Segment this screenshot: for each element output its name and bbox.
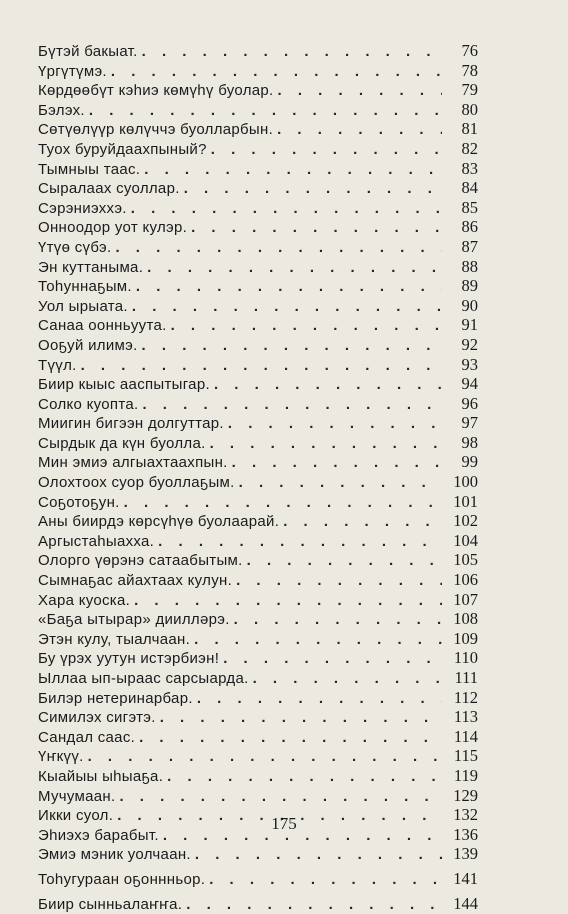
toc-entry [38, 511, 478, 531]
dot-leader [167, 767, 442, 787]
toc-entry [38, 668, 478, 688]
entry-page-number: 98 [461, 432, 478, 452]
entry-title: Этэн кулу, тыалчаан. [38, 630, 191, 648]
dot-leader [194, 630, 442, 650]
entry-title: Миигин бигээн долгуттар. [38, 415, 224, 433]
entry-page-number: 101 [453, 491, 478, 511]
toc-entry [38, 894, 478, 914]
entry-page-number: 92 [461, 334, 478, 354]
toc-entry [38, 869, 478, 889]
entry-title: Биир сынньалаҥҥа. [38, 895, 183, 913]
entry-page-number: 139 [453, 844, 478, 864]
toc-entry [38, 315, 478, 335]
entry-title: Мучумаан. [38, 787, 116, 805]
entry-title: Солко куопта. [38, 395, 139, 413]
entry-page-number: 105 [453, 550, 478, 570]
entry-page-number: 93 [461, 354, 478, 374]
entry-title: Тоһугураан оҕоннньор. [38, 870, 206, 888]
entry-page-number: 104 [453, 530, 478, 550]
entry-page-number: 111 [454, 668, 478, 687]
entry-page-number: 96 [461, 393, 478, 413]
entry-title: Симилэх сигэтэ. [38, 709, 156, 727]
table-of-contents [38, 41, 478, 913]
dot-leader [88, 747, 442, 767]
entry-page-number: 136 [453, 824, 478, 844]
entry-title: Олохтоох суор буоллаҕым. [38, 474, 235, 492]
entry-title: Олорго үөрэнэ сатаабытым. [38, 552, 243, 570]
entry-title: Аны биирдэ көрсүһүө буолаарай. [38, 513, 280, 531]
entry-title: Көрдөөбүт кэһиэ көмүһү буолар. [38, 82, 274, 100]
toc-entry [38, 41, 478, 61]
dot-leader [195, 845, 442, 865]
entry-page-number: 94 [461, 374, 478, 394]
entry-page-number: 85 [461, 197, 478, 217]
dot-leader [223, 649, 442, 669]
entry-page-number: 80 [461, 99, 478, 119]
entry-title: Сырдык да күн буолла. [38, 434, 206, 452]
dot-leader [144, 160, 442, 180]
entry-page-number: 99 [461, 452, 478, 472]
toc-entry [38, 355, 478, 375]
entry-page-number: 81 [461, 119, 478, 139]
dot-leader [214, 375, 442, 395]
dot-leader [283, 512, 442, 532]
entry-title: Соҕотоҕун. [38, 493, 120, 511]
entry-title: Бу үрэх уутун истэрбиэн! [38, 650, 220, 668]
toc-entry [38, 727, 478, 747]
entry-page-number: 89 [461, 276, 478, 296]
toc-entry [38, 433, 478, 453]
entry-page-number: 114 [453, 726, 478, 746]
entry-title: Эмиэ мэник уолчаан. [38, 846, 191, 864]
toc-entry [38, 766, 478, 786]
entry-title: Аргыстаһыахха. [38, 532, 155, 550]
dot-leader [134, 591, 442, 611]
dot-leader [142, 336, 442, 356]
dot-leader [142, 42, 442, 62]
entry-title: Кыайыы ыһыаҕа. [38, 767, 164, 785]
dot-leader [139, 728, 442, 748]
entry-page-number: 129 [453, 785, 478, 805]
entry-title: Санаа оонньуута. [38, 317, 167, 335]
toc-entry [38, 119, 478, 139]
dot-leader [132, 297, 442, 317]
entry-page-number: 91 [461, 315, 478, 335]
toc-entry [38, 100, 478, 120]
toc-entry [38, 707, 478, 727]
dot-leader [89, 101, 442, 121]
entry-page-number: 132 [453, 805, 478, 825]
entry-title: Үргүтүмэ. [38, 62, 107, 80]
toc-entry [38, 335, 478, 355]
dot-leader [278, 81, 443, 101]
toc-entry [38, 276, 478, 296]
toc-entry [38, 492, 478, 512]
entry-page-number: 87 [461, 236, 478, 256]
toc-entry [38, 413, 478, 433]
dot-leader [184, 179, 442, 199]
entry-title: Сөтүөлүүр көлүччэ буолларбын. [38, 121, 274, 139]
entry-page-number: 76 [461, 41, 478, 60]
toc-entry [38, 786, 478, 806]
entry-title: Ооҕуй илимэ. [38, 336, 138, 354]
entry-page-number: 84 [461, 178, 478, 198]
dot-leader [81, 356, 442, 376]
toc-entry [38, 257, 478, 277]
dot-leader [186, 895, 442, 914]
toc-entry [38, 296, 478, 316]
toc-entry [38, 80, 478, 100]
dot-leader [232, 453, 442, 473]
entry-title: Эһиэхэ барабыт. [38, 826, 159, 844]
toc-entry [38, 531, 478, 551]
entry-title: «Баҕа ытырар» диилләрэ. [38, 611, 230, 629]
entry-page-number: 82 [461, 138, 478, 158]
entry-page-number: 108 [453, 609, 478, 629]
page-number: 175 [271, 814, 297, 833]
dot-leader [197, 689, 442, 709]
entry-page-number: 110 [453, 648, 478, 668]
dot-leader [211, 140, 442, 160]
toc-entry [38, 374, 478, 394]
entry-page-number: 78 [461, 60, 478, 80]
dot-leader [234, 610, 442, 630]
entry-title: Мин эмиэ алгыахтаахпын. [38, 454, 228, 472]
entry-page-number: 79 [461, 80, 478, 100]
entry-title: Бүтэй бакыат. [38, 43, 138, 60]
entry-title: Билэр нетеринарбар. [38, 689, 193, 707]
dot-leader [147, 258, 442, 278]
dot-leader [209, 870, 442, 890]
entry-title: Сэрэниэххэ. [38, 199, 127, 217]
toc-entry [38, 550, 478, 570]
entry-page-number: 109 [453, 628, 478, 648]
entry-title: Түүл. [38, 356, 77, 374]
entry-page-number: 115 [453, 746, 478, 766]
dot-leader [142, 395, 442, 415]
dot-leader [124, 493, 442, 513]
entry-title: Үҥкүү. [38, 748, 84, 766]
toc-entry [38, 178, 478, 198]
entry-page-number: 83 [461, 158, 478, 178]
dot-leader [191, 218, 442, 238]
entry-title: Бэлэх. [38, 101, 85, 119]
toc-entry [38, 139, 478, 159]
toc-entry [38, 394, 478, 414]
dot-leader [239, 473, 442, 493]
dot-leader [111, 62, 442, 82]
entry-title: Уол ырыата. [38, 297, 128, 315]
toc-entry [38, 688, 478, 708]
entry-title: Тымныы таас. [38, 160, 141, 178]
entry-page-number: 86 [461, 217, 478, 237]
dot-leader [160, 708, 442, 728]
entry-title: Сыралаах суоллар. [38, 180, 180, 198]
dot-leader [228, 414, 442, 434]
toc-entry [38, 746, 478, 766]
entry-title: Икки суол. [38, 807, 114, 825]
dot-leader [277, 120, 442, 140]
toc-entry [38, 609, 478, 629]
toc-entry [38, 159, 478, 179]
entry-title: Сымнаҕас айахтаах кулун. [38, 572, 233, 590]
toc-entry [38, 472, 478, 492]
entry-title: Ыллаа ып-ыраас сарсыарда. [38, 670, 249, 687]
entry-title: Онноодор уот кулэр. [38, 219, 188, 237]
dot-leader [158, 532, 442, 552]
dot-leader [171, 316, 442, 336]
toc-entry [38, 648, 478, 668]
entry-title: Үтүө сүбэ. [38, 238, 112, 256]
dot-leader [115, 238, 442, 258]
entry-page-number: 88 [461, 256, 478, 276]
dot-leader [236, 571, 442, 591]
entry-page-number: 113 [453, 707, 478, 727]
entry-title: Туох буруйдаахпыный? [38, 140, 207, 158]
entry-title: Биир кыыс ааспытыгар. [38, 376, 210, 394]
toc-entry [38, 452, 478, 472]
entry-page-number: 90 [461, 295, 478, 315]
dot-leader [210, 434, 442, 454]
entry-title: Тоһуннаҕым. [38, 278, 132, 296]
toc-entry [38, 237, 478, 257]
toc-entry [38, 629, 478, 649]
entry-page-number: 119 [453, 765, 478, 785]
toc-entry [38, 61, 478, 81]
dot-leader [131, 199, 442, 219]
entry-page-number: 100 [453, 472, 478, 492]
entry-page-number: 102 [453, 511, 478, 531]
entry-page-number: 106 [453, 570, 478, 590]
toc-entry [38, 590, 478, 610]
entry-title: Эн куттаныма. [38, 258, 144, 276]
toc-entry [38, 844, 478, 864]
dot-leader [253, 669, 442, 689]
dot-leader [119, 787, 442, 807]
dot-leader [136, 277, 442, 297]
entry-page-number: 112 [453, 687, 478, 707]
entry-page-number: 144 [453, 893, 478, 913]
toc-entry [38, 570, 478, 590]
entry-page-number: 107 [453, 589, 478, 609]
entry-page-number: 97 [461, 413, 478, 433]
toc-entry [38, 198, 478, 218]
entry-page-number: 141 [453, 868, 478, 888]
entry-title: Хара куоска. [38, 591, 131, 609]
dot-leader [247, 551, 442, 571]
entry-title: Сандал саас. [38, 728, 136, 746]
toc-entry [38, 217, 478, 237]
